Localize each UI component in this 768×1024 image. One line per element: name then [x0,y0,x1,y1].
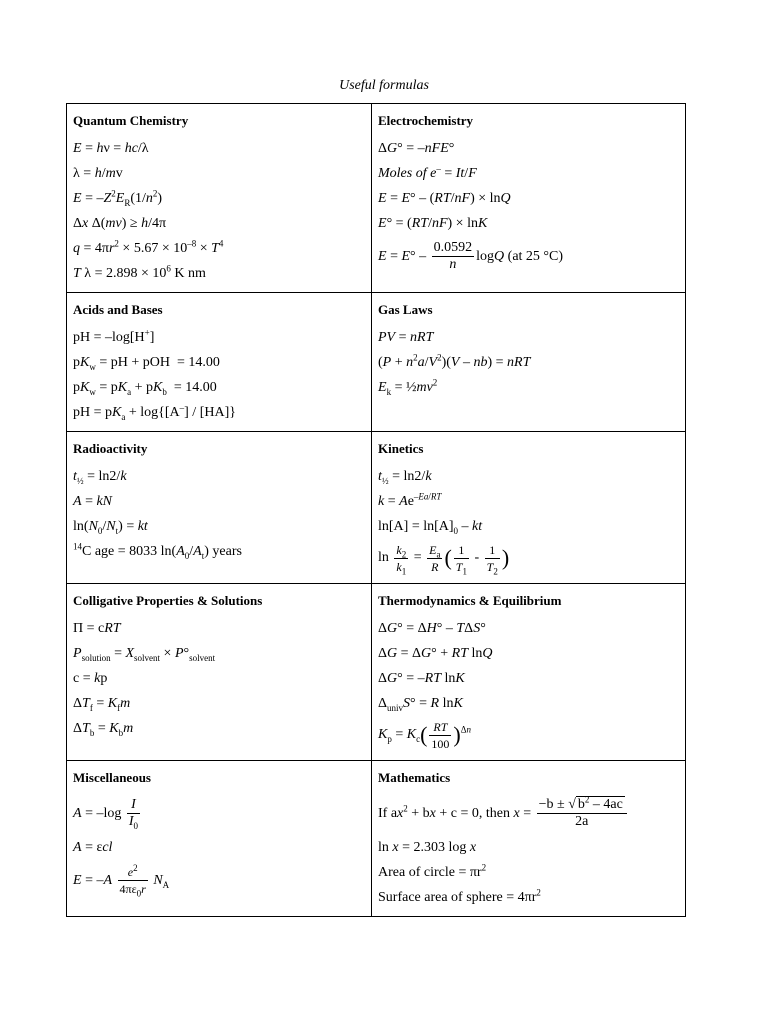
cell-gas-laws [372,293,686,432]
formula: c = kp [73,671,108,686]
formula: $P_{solution} = X_{solvent} \times P^\circ_{solvent}$ [73,646,216,663]
formula: $\Delta_{univ}S^\circ = R$ lnK [378,696,463,713]
cell-miscellaneous [67,761,372,917]
formula: $E = -Z^2E_R(1/n^2)$ [73,188,163,208]
formula: E = E° – $\frac{0.0592}{n}$ logQ (at 25 °C) [378,240,564,273]
section-heading: Miscellaneous [73,770,151,785]
formula: Π = cRT [73,621,121,636]
section-heading: Quantum Chemistry [73,113,189,128]
formula: E = E° – (RT/nF) × lnQ [378,191,511,206]
formula: E = hν = hc/λ [73,141,149,156]
formula: $(P + n^2a/V^2)(V - nb)$ = nRT [378,352,531,370]
table-row [67,104,686,293]
formula: $\Delta T_b = K_bm$ [73,721,134,738]
table-row [67,432,686,584]
cell-colligative-properties [67,584,372,761]
formula: ΔG° = –nFE° [378,141,455,156]
formula: ΔG° = –RT lnK [378,671,465,686]
formula: ln x = 2.303 log x [378,840,477,855]
formula: A = –log $\frac{I}{I_0}$ [73,797,139,832]
table-row [67,584,686,761]
formula: $t_{\frac{1}{2}} = \ln 2/k$ [378,469,432,486]
cell-acids-and-bases [67,293,372,432]
formula: $\Delta T_f = K_fm$ [73,696,131,713]
formula: $pK_w$ = pH + pOH = 14.00 [73,355,220,372]
formula: A = εcl [73,840,113,855]
formula: ΔG = ΔG° + RT lnQ [378,646,493,661]
formula: If $ax^2$ + bx + c = 0, then x = $\frac{-b \pm √ b^2 - 4ac}{2a}$ [378,793,679,835]
formula: $E_k$ = $\frac{1}{2}mv^2$ [378,377,438,397]
section-heading: Kinetics [378,441,424,456]
formula: $\ln[A] = \ln[A]_0$ – kt [378,519,483,536]
formula: E° = (RT/nF) × lnK [378,216,488,231]
cell-thermodynamics [372,584,686,761]
formula: $t_{\frac{1}{2}} = \ln 2/k$ [73,469,127,486]
section-heading: Radioactivity [73,441,148,456]
formula: PV = nRT [378,330,434,345]
formula: $q = 4\pi r^2 \times 5.67 \times 10^{-8} \times T^4$ [73,238,224,256]
formula: $k = Ae^{-Ea/RT}$ [378,491,442,509]
formula: pH = $pK_a + \log\{[A^-] / [HA]\}$ [73,402,236,422]
formula: $pK_w = pK_a + pK_b = 14.00$ [73,380,217,397]
formula: Δx Δ(mv) ≥ h/4π [73,216,167,231]
table-row [67,293,686,432]
cell-kinetics [372,432,686,584]
formula: Area of circle = $\pi r^2$ [378,862,487,880]
formula: pH = –log[H+] [73,327,155,345]
section-heading: Gas Laws [378,302,433,317]
cell-mathematics [372,761,686,917]
section-heading: Electrochemistry [378,113,474,128]
formula: $^{14}$C age = 8033 $\ln(A_0/A_t)$ years [73,541,242,561]
table-row [67,761,686,917]
section-heading: Mathematics [378,770,451,785]
section-heading: Colligative Properties & Solutions [73,593,263,608]
formula: A = kN [73,494,113,509]
formula: Surface area of sphere = $4\pi r^2$ [378,887,541,905]
section-heading: Acids and Bases [73,302,163,317]
page-title: Useful formulas [339,78,429,93]
formula-table [66,103,686,917]
cell-electrochemistry [372,104,686,293]
section-heading: Thermodynamics & Equilibrium [378,593,562,608]
formula: T $\lambda = 2.898 \times 10^6$ K nm [73,263,206,281]
formula: ln $\frac{k_2}{k_1}$ = $\frac{E_a}{R}$ ( $\frac{1}{T_1}$ - $\frac{1}{T_2}$ ) [378,542,510,576]
formula: λ = h/mv [73,166,123,181]
formula: Moles of e– = It/F [378,163,477,181]
formula: $K_p = K_c$( $\frac{RT}{100}$ )$^{\Delta n}$ [378,719,472,751]
formula: E = –A $\frac{e^2}{4\pi\varepsilon_0r}$ $N_A$ [73,863,170,899]
cell-quantum-chemistry [67,104,372,293]
formula: ΔG° = ΔH° – TΔS° [378,621,486,636]
formula: $\ln(N_0/N_t)$ = kt [73,519,148,536]
cell-radioactivity [67,432,372,584]
